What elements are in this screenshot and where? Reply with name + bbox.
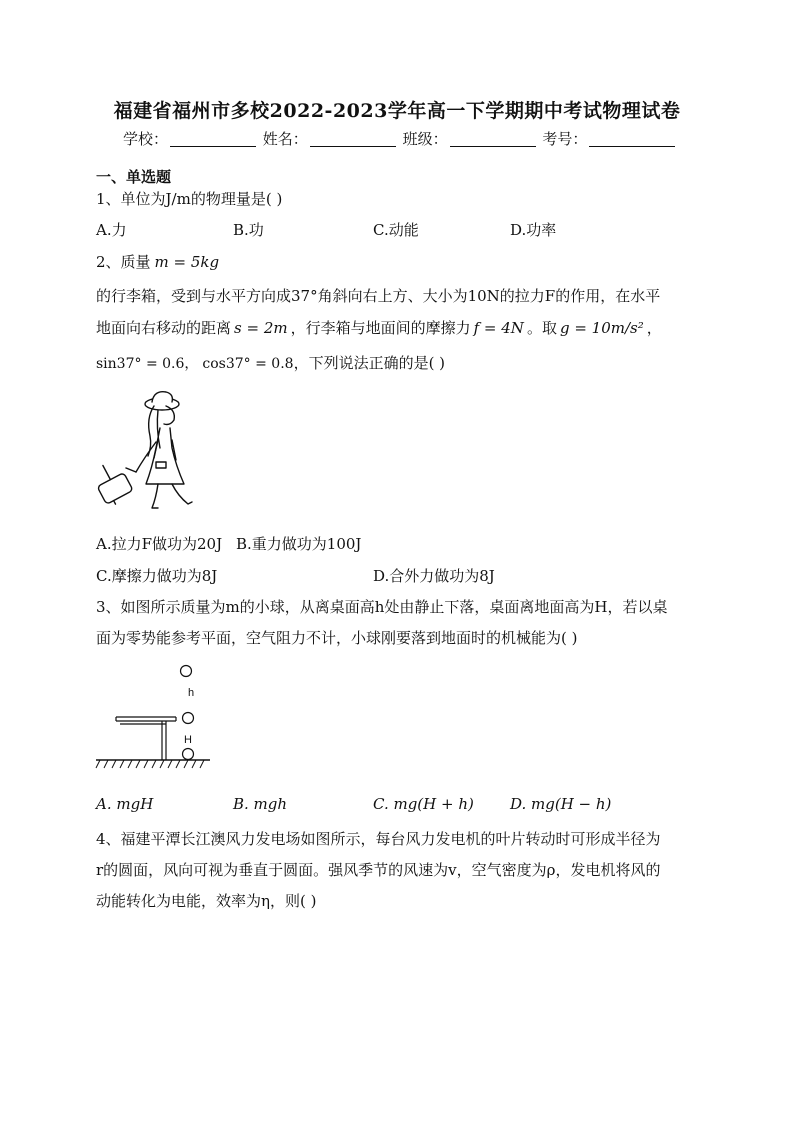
q3-option-c: [373, 794, 474, 814]
q2-option-b: B.重力做功为100J: [236, 535, 362, 553]
name-label: 姓名：: [262, 130, 308, 148]
q2-line3-text-b: ，行李箱与地面间的摩擦力: [290, 319, 471, 337]
q2-gravity: g = 10m/s²: [559, 319, 644, 337]
q2-line3-text-d: ，: [646, 319, 662, 337]
q3-option-b: [233, 794, 287, 814]
number-label: 考号：: [542, 130, 588, 148]
section-heading: 一、单选题: [96, 168, 172, 186]
page-title: 福建省福州市多校2022-2023学年高一下学期期中考试物理试卷: [113, 100, 681, 122]
class-blank: [450, 132, 536, 147]
name-blank: [310, 132, 396, 147]
q3-line1: 3、如图所示质量为m的小球，从离桌面高h处由静止下落，桌面离地面高为H，若以桌: [96, 598, 668, 616]
q2-friction: f = 4N: [473, 319, 524, 337]
q2-line2: 的行李箱，受到与水平方向成37°角斜向右上方、大小为10N的拉力F的作用，在水平: [96, 287, 661, 305]
q1-option-d: D.功率: [510, 221, 557, 239]
q2-line4: [96, 353, 445, 374]
q3-option-d: [510, 794, 611, 814]
table-ball-diagram: [96, 662, 216, 774]
ball-ground-icon: [183, 749, 194, 760]
q2-line3: [96, 318, 662, 338]
q3-option-d-text: D. mg(H − h): [510, 795, 612, 813]
q3-option-c-text: C. mg(H + h): [373, 795, 474, 813]
q2-comma: ，: [184, 356, 199, 372]
school-blank: [170, 132, 256, 147]
q3-option-b-text: B. mgh: [233, 795, 288, 813]
q2-sin: sin37° = 0.6: [96, 356, 185, 372]
q3-option-a-text: A. mgH: [96, 795, 154, 813]
q2-line3-text-c: 。取: [526, 319, 557, 337]
q4-line3: 动能转化为电能，效率为η，则( ): [96, 892, 317, 910]
label-h: h: [188, 687, 195, 699]
label-H: H: [184, 734, 192, 746]
student-info-line: [123, 128, 677, 149]
q4-line1: 4、福建平潭长江澳风力发电场如图所示，每台风力发电机的叶片转动时可形成半径为: [96, 830, 661, 848]
ball-table-icon: [183, 713, 194, 724]
ball-top-icon: [181, 666, 192, 677]
q2-distance: s = 2m: [234, 319, 288, 337]
q2-option-c: C.摩擦力做功为8J: [96, 567, 218, 585]
q2-option-d: D.合外力做功为8J: [373, 567, 495, 585]
q2-stem-start: [96, 252, 219, 272]
q1-option-a: A.力: [96, 221, 127, 239]
number-blank: [589, 132, 675, 147]
q1-option-b: B.功: [233, 221, 264, 239]
girl-with-luggage-illustration: [96, 388, 206, 518]
q2-line3-text-a: 地面向右移动的距离: [96, 319, 232, 337]
class-label: 班级：: [402, 130, 448, 148]
school-label: 学校：: [123, 130, 169, 148]
q3-option-a: [96, 794, 153, 814]
q4-line2: r的圆面，风向可视为垂直于圆面。强风季节的风速为v，空气密度为ρ，发电机将风的: [96, 861, 661, 879]
q2-line4-end: ，下列说法正确的是( ): [293, 354, 446, 372]
q2-mass: m = 5kg: [154, 253, 220, 271]
q2-prefix: 2、质量: [96, 253, 151, 271]
q2-option-a: A.拉力F做功为20J: [96, 535, 223, 553]
q2-cos: cos37° = 0.8: [202, 356, 294, 372]
q1-option-c: C.动能: [373, 221, 419, 239]
q1-stem: 1、单位为J/m的物理量是( ): [96, 190, 283, 208]
q3-line2: 面为零势能参考平面，空气阻力不计，小球刚要落到地面时的机械能为( ): [96, 629, 578, 647]
